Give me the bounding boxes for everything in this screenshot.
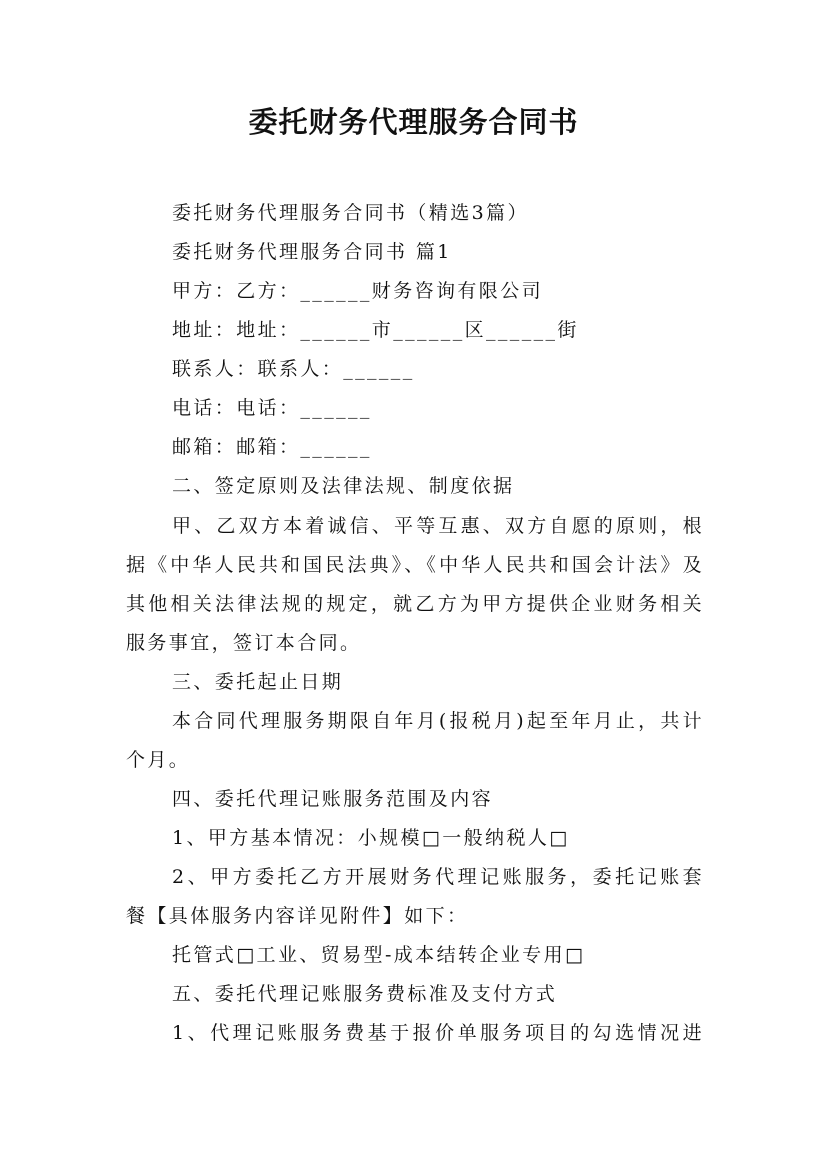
paragraph-line: 个月。 bbox=[126, 749, 191, 771]
paragraph-line: 本合同代理服务期限自年月(报税月)起至年月止，共计 bbox=[172, 710, 704, 732]
paragraph-line: 托管式□工业、贸易型-成本结转企业专用□ bbox=[172, 944, 586, 966]
email-line: 邮箱：邮箱：______ bbox=[172, 436, 372, 458]
paragraph-line: 服务事宜，签订本合同。 bbox=[126, 632, 362, 654]
paragraph-line: 1、代理记账服务费基于报价单服务项目的勾选情况进 bbox=[172, 1022, 704, 1044]
section-heading: 五、委托代理记账服务费标准及支付方式 bbox=[172, 983, 558, 1005]
chapter-heading: 委托财务代理服务合同书 篇1 bbox=[172, 241, 452, 263]
party-line: 甲方：乙方：______财务咨询有限公司 bbox=[172, 280, 544, 302]
paragraph-line: 餐【具体服务内容详见附件】如下： bbox=[126, 905, 469, 927]
section-heading: 三、委托起止日期 bbox=[172, 671, 344, 693]
contact-line: 联系人：联系人：______ bbox=[172, 358, 415, 380]
paragraph-line: 甲、乙双方本着诚信、平等互惠、双方自愿的原则，根 bbox=[172, 515, 704, 537]
address-line: 地址：地址：______市______区______街 bbox=[172, 319, 579, 341]
document-title: 委托财务代理服务合同书 bbox=[248, 105, 579, 139]
subtitle-line: 委托财务代理服务合同书（精选3篇） bbox=[172, 202, 529, 224]
section-heading: 四、委托代理记账服务范围及内容 bbox=[172, 788, 494, 810]
paragraph-line: 其他相关法律法规的规定，就乙方为甲方提供企业财务相关 bbox=[126, 593, 704, 615]
paragraph-line: 2、甲方委托乙方开展财务代理记账服务，委托记账套 bbox=[172, 866, 704, 888]
paragraph-line: 据《中华人民共和国民法典》、《中华人民共和国会计法》及 bbox=[126, 554, 704, 576]
section-heading: 二、签定原则及法律法规、制度依据 bbox=[172, 475, 515, 497]
paragraph-line: 1、甲方基本情况：小规模□一般纳税人□ bbox=[172, 827, 570, 849]
phone-line: 电话：电话：______ bbox=[172, 397, 372, 419]
